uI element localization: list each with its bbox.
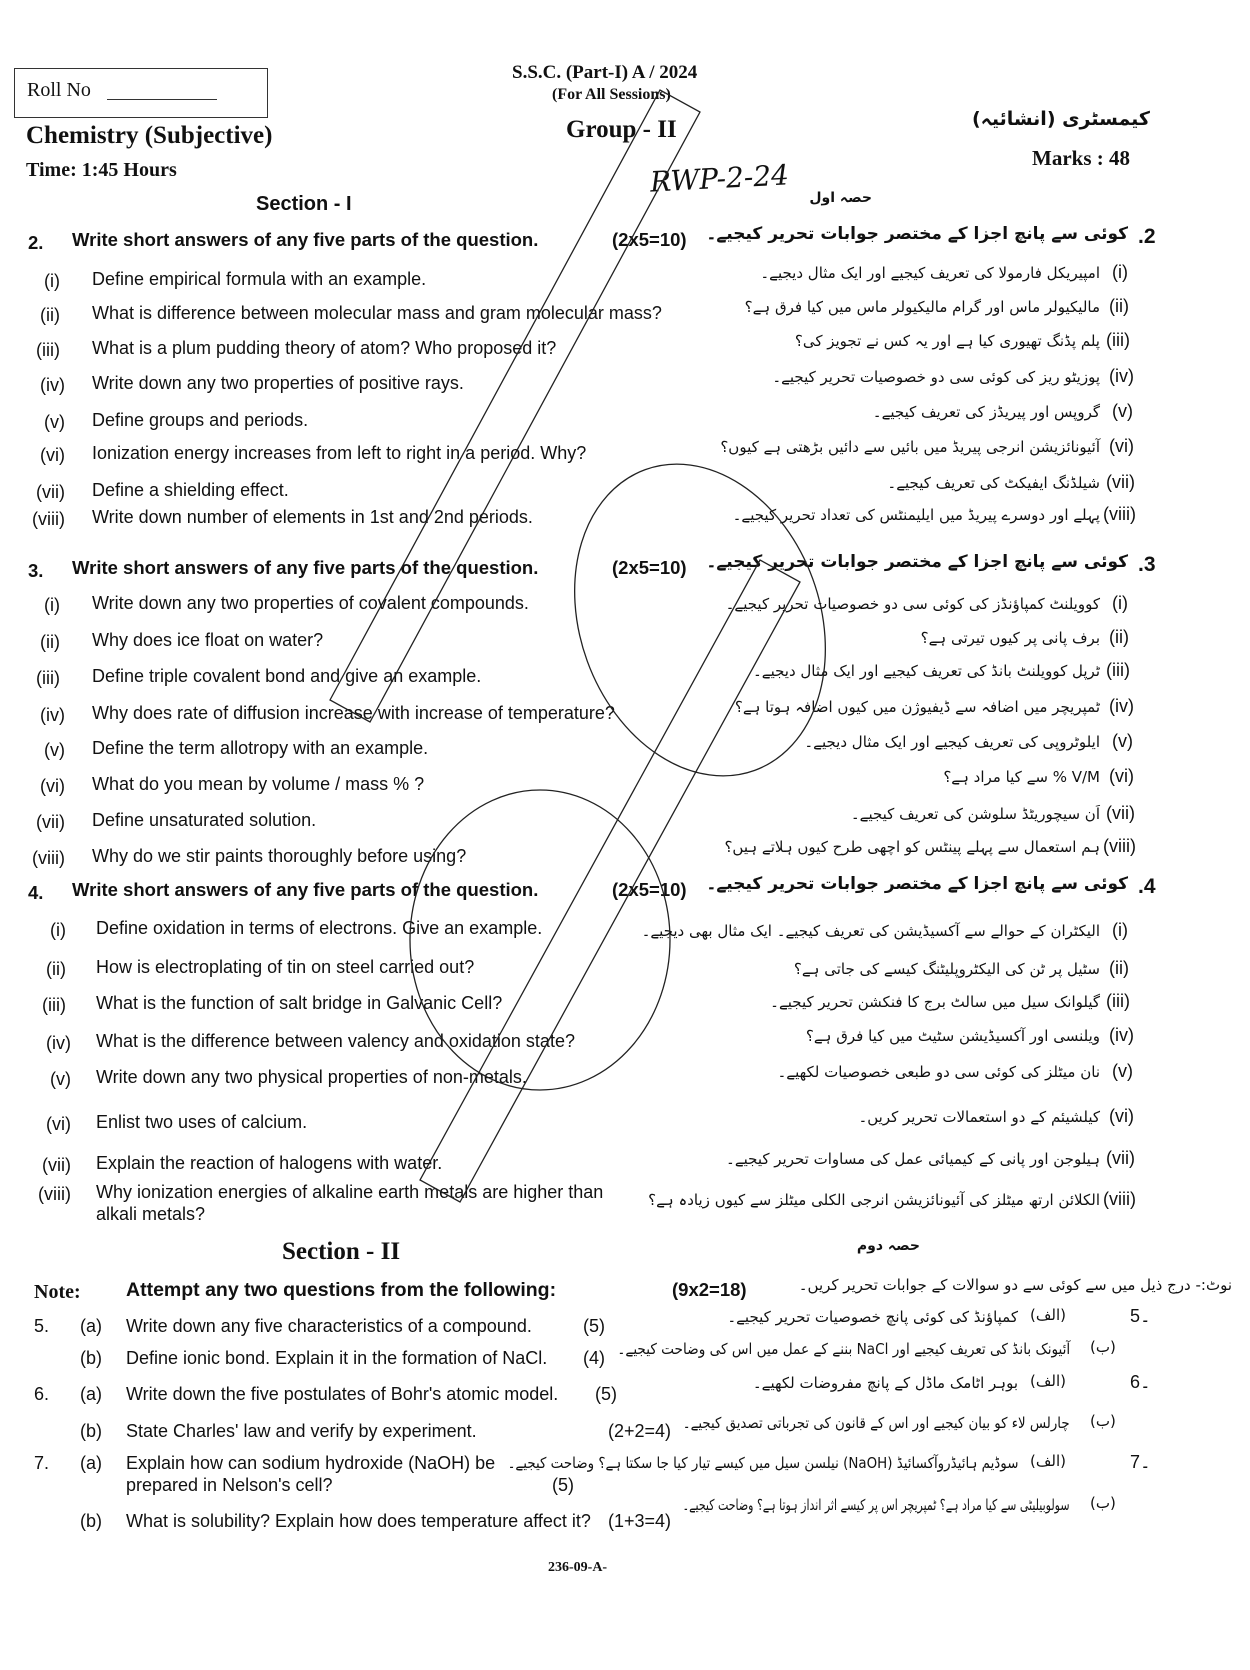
part-question-urdu: آئیونک بانڈ کی تعریف کیجیے اور NaCl بننے کے عمل میں اس کی وضاحت کیجیے۔ bbox=[617, 1340, 1070, 1358]
part-letter-urdu: (الف) bbox=[1030, 1372, 1066, 1390]
part-question: What is solubility? Explain how does temperature affect it? bbox=[126, 1511, 591, 1531]
part-number-urdu: (vii) bbox=[1106, 472, 1135, 492]
question-number: 6. bbox=[34, 1384, 50, 1404]
part-question-urdu: آئیونائزیشن انرجی پیریڈ میں بائیں سے دائیں بڑھتی ہے کیوں؟ bbox=[720, 438, 1100, 456]
part-number: (v) bbox=[44, 740, 65, 760]
part-question-urdu: V/M % سے کیا مراد ہے؟ bbox=[943, 768, 1100, 786]
question-instruction: Write short answers of any five parts of the question. bbox=[72, 879, 539, 900]
part-marks: (5) bbox=[595, 1384, 617, 1404]
part-question-urdu: ٹمپریچر میں اضافہ سے ڈیفیوژن میں کیوں اضافہ ہوتا ہے؟ bbox=[734, 698, 1100, 716]
roll-no-label: Roll No bbox=[27, 79, 91, 101]
question-number-urdu: 7۔ bbox=[1130, 1452, 1151, 1472]
part-question-urdu: ٹرپل کوویلنٹ بانڈ کی تعریف کیجیے اور ایک مثال دیجیے۔ bbox=[752, 662, 1100, 680]
part-question: Write down any two properties of positive rays. bbox=[92, 373, 464, 393]
question-instruction-urdu: کوئی سے پانچ اجزا کے مختصر جوابات تحریر کیجیے۔ bbox=[706, 224, 1128, 244]
section1-title: Section - I bbox=[256, 193, 352, 215]
part-question: What is a plum pudding theory of atom? Who proposed it? bbox=[92, 338, 557, 358]
question-marks: (2x5=10) bbox=[612, 229, 687, 250]
part-question: Define triple covalent bond and give an example. bbox=[92, 666, 482, 686]
group-label: Group - II bbox=[566, 116, 677, 143]
question-number-urdu: 5۔ bbox=[1130, 1306, 1151, 1326]
question-instruction: Write short answers of any five parts of the question. bbox=[72, 229, 539, 250]
part-question: Why does rate of diffusion increase with increase of temperature? bbox=[92, 703, 615, 723]
part-question-urdu: الکلائن ارتھ میٹلز کی آئیونائزیشن انرجی الکلی میٹلز سے کیوں زیادہ ہے؟ bbox=[648, 1191, 1100, 1209]
part-number-urdu: (viii) bbox=[1103, 504, 1136, 524]
question-number-urdu: .4 bbox=[1138, 875, 1156, 898]
part-letter-urdu: (الف) bbox=[1030, 1306, 1066, 1324]
part-question: Define a shielding effect. bbox=[92, 480, 289, 500]
part-number: (viii) bbox=[32, 848, 65, 868]
part-number: (vi) bbox=[46, 1114, 71, 1134]
part-question-urdu: اَن سیچوریٹڈ سلوشن کی تعریف کیجیے۔ bbox=[850, 805, 1100, 823]
watermark-shape bbox=[533, 429, 868, 812]
part-number: (vi) bbox=[40, 445, 65, 465]
part-question-urdu: کوویلنٹ کمپاؤنڈز کی کوئی سی دو خصوصیات تحریر کیجیے۔ bbox=[725, 595, 1100, 613]
part-number: (iv) bbox=[46, 1033, 71, 1053]
part-number: (iii) bbox=[36, 340, 60, 360]
part-number-urdu: (iv) bbox=[1109, 696, 1134, 716]
part-number: (viii) bbox=[32, 509, 65, 529]
part-question-urdu: کمپاؤنڈ کی کوئی پانچ خصوصیات تحریر کیجیے۔ bbox=[727, 1308, 1018, 1326]
question-marks: (2x5=10) bbox=[612, 879, 687, 900]
part-letter: (a) bbox=[80, 1384, 102, 1404]
part-number-urdu: (vii) bbox=[1106, 1148, 1135, 1168]
part-letter: (a) bbox=[80, 1453, 102, 1473]
part-question-urdu: امپیریکل فارمولا کی تعریف کیجیے اور ایک مثال دیجیے۔ bbox=[760, 264, 1100, 282]
part-question: Define ionic bond. Explain it in the formation of NaCl. bbox=[126, 1348, 548, 1368]
note-label: Note: bbox=[34, 1281, 81, 1303]
paper-code: 236-09-A- bbox=[548, 1560, 608, 1575]
part-question: What is difference between molecular mass and gram molecular mass? bbox=[92, 303, 662, 323]
part-number: (ii) bbox=[40, 632, 60, 652]
part-number-urdu: (vi) bbox=[1109, 1106, 1134, 1126]
part-number-urdu: (v) bbox=[1112, 401, 1133, 421]
part-letter-urdu: (ب) bbox=[1090, 1412, 1116, 1430]
part-number: (iii) bbox=[42, 995, 66, 1015]
part-question-urdu: گیلوانک سیل میں سالٹ برج کا فنکشن تحریر کیجیے۔ bbox=[770, 993, 1100, 1011]
part-number-urdu: (iii) bbox=[1106, 660, 1130, 680]
part-letter: (b) bbox=[80, 1421, 102, 1441]
part-question-urdu: ہم استعمال سے پہلے پینٹس کو اچھی طرح کیوں ہلاتے ہیں؟ bbox=[724, 838, 1100, 856]
part-question: Define unsaturated solution. bbox=[92, 810, 317, 830]
part-question-urdu: چارلس لاء کو بیان کیجیے اور اس کے قانون کی تجرباتی تصدیق کیجیے۔ bbox=[683, 1414, 1070, 1432]
part-question-urdu: گروپس اور پیریڈز کی تعریف کیجیے۔ bbox=[872, 403, 1100, 421]
question-instruction: Write short answers of any five parts of the question. bbox=[72, 557, 539, 578]
part-number-urdu: (iv) bbox=[1109, 366, 1134, 386]
part-number-urdu: (ii) bbox=[1109, 958, 1129, 978]
part-question-urdu: پلم پڈنگ تھیوری کیا ہے اور یہ کس نے تجویز کی؟ bbox=[794, 332, 1100, 350]
part-question: Write down any two properties of covalent compounds. bbox=[92, 593, 529, 613]
part-number: (iv) bbox=[40, 705, 65, 725]
section2-title: Section - II bbox=[282, 1238, 401, 1265]
section2-title-urdu: حصہ دوم bbox=[856, 1238, 920, 1254]
part-question: Define oxidation in terms of electrons. Give an example. bbox=[96, 918, 543, 938]
part-number: (iv) bbox=[40, 375, 65, 395]
exam-title: S.S.C. (Part-I) A / 2024 bbox=[512, 62, 698, 83]
part-number: (vii) bbox=[36, 482, 65, 502]
part-number-urdu: (vi) bbox=[1109, 766, 1134, 786]
part-question-urdu: برف پانی پر کیوں تیرتی ہے؟ bbox=[920, 629, 1100, 647]
part-number: (vii) bbox=[36, 812, 65, 832]
question-marks: (2x5=10) bbox=[612, 557, 687, 578]
question-number: 4. bbox=[28, 882, 44, 903]
part-number: (ii) bbox=[46, 959, 66, 979]
question-number: 7. bbox=[34, 1453, 50, 1473]
part-question-urdu: ایلوٹروپی کی تعریف کیجیے اور ایک مثال دیجیے۔ bbox=[804, 733, 1100, 751]
part-question-urdu: ہیلوجن اور پانی کے کیمیائی عمل کی مساوات تحریر کیجیے۔ bbox=[726, 1150, 1100, 1168]
part-number-urdu: (viii) bbox=[1103, 1189, 1136, 1209]
note-text-urdu: نوٹ:- درج ذیل میں سے کوئی سے دو سوالات کے جوابات تحریر کریں۔ bbox=[798, 1276, 1232, 1294]
part-letter: (b) bbox=[80, 1348, 102, 1368]
question-number-urdu: .3 bbox=[1138, 553, 1156, 576]
part-number: (vii) bbox=[42, 1155, 71, 1175]
subject-title: Chemistry (Subjective) bbox=[26, 122, 273, 149]
part-question-urdu: مالیکیولر ماس اور گرام مالیکیولر ماس میں کیا فرق ہے؟ bbox=[744, 298, 1100, 316]
part-number: (v) bbox=[50, 1069, 71, 1089]
part-marks: (1+3=4) bbox=[608, 1511, 672, 1531]
part-question: Why ionization energies of alkaline earth metals are higher than alkali metals? bbox=[96, 1182, 604, 1224]
part-number-urdu: (i) bbox=[1112, 920, 1128, 940]
question-number: 3. bbox=[28, 560, 44, 581]
part-number-urdu: (ii) bbox=[1109, 627, 1129, 647]
part-number-urdu: (v) bbox=[1112, 1061, 1133, 1081]
part-letter: (a) bbox=[80, 1316, 102, 1336]
part-letter-urdu: (ب) bbox=[1090, 1338, 1116, 1356]
part-letter-urdu: (ب) bbox=[1090, 1494, 1116, 1512]
part-number: (i) bbox=[50, 920, 66, 940]
question-number: 5. bbox=[34, 1316, 50, 1336]
part-number-urdu: (v) bbox=[1112, 731, 1133, 751]
part-number-urdu: (viii) bbox=[1103, 836, 1136, 856]
part-number: (vi) bbox=[40, 776, 65, 796]
part-number-urdu: (i) bbox=[1112, 593, 1128, 613]
part-question-urdu: بوہر اٹامک ماڈل کے پانچ مفروضات لکھیے۔ bbox=[752, 1374, 1018, 1392]
part-question-urdu: پہلے اور دوسرے پیریڈ میں ایلیمنٹس کی تعداد تحریر کیجیے۔ bbox=[732, 506, 1100, 524]
part-question: Write down the five postulates of Bohr's atomic model. bbox=[126, 1384, 559, 1404]
part-question-continued: prepared in Nelson's cell? bbox=[126, 1475, 333, 1495]
part-marks: (4) bbox=[583, 1348, 605, 1368]
part-number: (iii) bbox=[36, 668, 60, 688]
question-number-urdu: .2 bbox=[1138, 225, 1156, 248]
part-number: (i) bbox=[44, 595, 60, 615]
part-question: Write down any five characteristics of a compound. bbox=[126, 1316, 532, 1336]
part-question-urdu: سٹیل پر ٹن کی الیکٹروپلیٹنگ کیسے کی جاتی ہے؟ bbox=[793, 960, 1100, 978]
part-number-urdu: (vii) bbox=[1106, 803, 1135, 823]
question-number-urdu: 6۔ bbox=[1130, 1372, 1151, 1392]
part-marks: (5) bbox=[583, 1316, 605, 1336]
exam-sessions: (For All Sessions) bbox=[552, 86, 671, 103]
part-question: What do you mean by volume / mass % ? bbox=[92, 774, 425, 794]
part-question: Define the term allotropy with an example. bbox=[92, 738, 429, 758]
part-marks: (2+2=4) bbox=[608, 1421, 672, 1441]
marks-total: Marks : 48 bbox=[1032, 146, 1130, 170]
question-instruction-urdu: کوئی سے پانچ اجزا کے مختصر جوابات تحریر کیجیے۔ bbox=[706, 874, 1128, 894]
part-question: What is the function of salt bridge in Galvanic Cell? bbox=[96, 993, 503, 1013]
part-number: (v) bbox=[44, 412, 65, 432]
part-question-urdu: پوزیٹو ریز کی کوئی سی دو خصوصیات تحریر کیجیے۔ bbox=[772, 368, 1100, 386]
part-question-urdu: الیکٹران کے حوالے سے آکسیڈیشن کی تعریف کیجیے۔ ایک مثال بھی دیجیے۔ bbox=[641, 922, 1100, 940]
part-number-urdu: (ii) bbox=[1109, 296, 1129, 316]
part-number: (ii) bbox=[40, 305, 60, 325]
part-question: Write down any two physical properties of non-metals. bbox=[96, 1067, 527, 1087]
part-question: Ionization energy increases from left to right in a period. Why? bbox=[92, 443, 587, 463]
part-number: (i) bbox=[44, 271, 60, 291]
part-letter-urdu: (الف) bbox=[1030, 1452, 1066, 1470]
part-question: Why do we stir paints thoroughly before using? bbox=[92, 846, 467, 866]
part-number-urdu: (vi) bbox=[1109, 436, 1134, 456]
part-question-urdu: کیلشیئم کے دو استعمالات تحریر کریں۔ bbox=[858, 1108, 1100, 1126]
part-question-urdu: شیلڈنگ ایفیکٹ کی تعریف کیجیے۔ bbox=[887, 474, 1100, 492]
part-question: What is the difference between valency and oxidation state? bbox=[96, 1031, 575, 1051]
part-question-urdu: سولوبیلیٹی سے کیا مراد ہے؟ ٹمپریچر اس پر کیسے اثر انداز ہوتا ہے؟ وضاحت کیجیے۔ bbox=[683, 1496, 1070, 1514]
part-question: Why does ice float on water? bbox=[92, 630, 324, 650]
part-marks: (5) bbox=[552, 1475, 574, 1495]
part-question: Enlist two uses of calcium. bbox=[96, 1112, 308, 1132]
roll-no-blank[interactable] bbox=[107, 99, 217, 100]
part-number-urdu: (iii) bbox=[1106, 991, 1130, 1011]
note-marks: (9x2=18) bbox=[672, 1279, 747, 1300]
part-question-urdu: ویلنسی اور آکسیڈیشن سٹیٹ میں کیا فرق ہے؟ bbox=[805, 1027, 1100, 1045]
question-instruction-urdu: کوئی سے پانچ اجزا کے مختصر جوابات تحریر کیجیے۔ bbox=[706, 552, 1128, 572]
handwritten-code: RWP-2-24 bbox=[649, 158, 790, 199]
subject-title-urdu: کیمسٹری (انشائیہ) bbox=[972, 108, 1150, 130]
part-question-urdu: سوڈیم ہائیڈروآکسائیڈ (NaOH) نیلسن سیل میں کیسے تیار کیا جا سکتا ہے؟ وضاحت کیجیے۔ bbox=[507, 1454, 1018, 1472]
part-question: Write down number of elements in 1st and 2nd periods. bbox=[92, 507, 533, 527]
part-question: State Charles' law and verify by experiment. bbox=[126, 1421, 477, 1441]
question-number: 2. bbox=[28, 232, 44, 253]
part-question: Define groups and periods. bbox=[92, 410, 309, 430]
time-allowed: Time: 1:45 Hours bbox=[26, 159, 177, 181]
roll-number-box bbox=[14, 68, 268, 118]
part-number: (viii) bbox=[38, 1184, 71, 1204]
part-question: Explain the reaction of halogens with water. bbox=[96, 1153, 443, 1173]
part-letter: (b) bbox=[80, 1511, 102, 1531]
part-question: Define empirical formula with an example. bbox=[92, 269, 427, 289]
part-number-urdu: (i) bbox=[1112, 262, 1128, 282]
part-question-urdu: نان میٹلز کی کوئی سی دو طبعی خصوصیات لکھیے۔ bbox=[777, 1063, 1100, 1081]
part-question: How is electroplating of tin on steel carried out? bbox=[96, 957, 475, 977]
note-text: Attempt any two questions from the following: bbox=[126, 1279, 557, 1301]
section1-title-urdu: حصہ اول bbox=[809, 190, 872, 206]
watermark-stroke-1 bbox=[330, 90, 700, 722]
part-question: Explain how can sodium hydroxide (NaOH) be bbox=[126, 1453, 496, 1473]
part-number-urdu: (iii) bbox=[1106, 330, 1130, 350]
part-number-urdu: (iv) bbox=[1109, 1025, 1134, 1045]
